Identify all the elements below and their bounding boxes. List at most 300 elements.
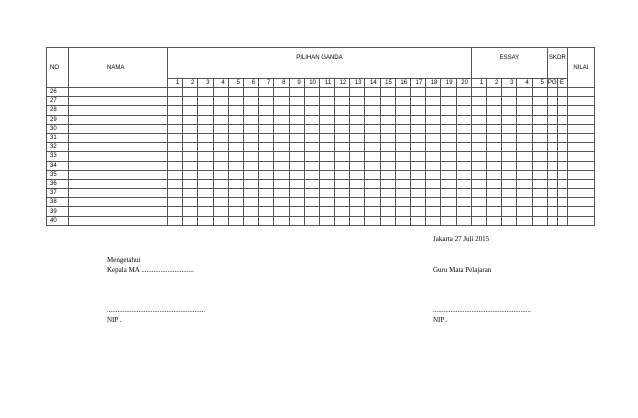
blank-cell <box>567 179 594 188</box>
blank-cell <box>213 133 228 142</box>
blank-cell <box>243 207 258 216</box>
blank-cell <box>411 170 426 179</box>
blank-cell <box>395 143 410 152</box>
table-row <box>47 170 595 179</box>
blank-cell <box>350 216 365 225</box>
blank-cell <box>335 161 350 170</box>
blank-cell <box>304 97 319 106</box>
blank-cell <box>259 216 274 225</box>
blank-cell <box>380 216 395 225</box>
blank-cell <box>335 152 350 161</box>
blank-cell <box>471 97 486 106</box>
blank-cell <box>502 189 517 198</box>
blank-cell <box>198 189 213 198</box>
blank-cell <box>198 143 213 152</box>
blank-cell <box>168 179 183 188</box>
blank-cell <box>228 133 243 142</box>
pg-question-number: 6 <box>243 79 258 88</box>
blank-cell <box>304 198 319 207</box>
table-row <box>47 97 595 106</box>
blank-cell <box>567 143 594 152</box>
blank-cell <box>259 88 274 97</box>
blank-cell <box>547 143 557 152</box>
blank-cell <box>168 216 183 225</box>
blank-cell <box>228 216 243 225</box>
blank-cell <box>319 179 334 188</box>
blank-cell <box>304 115 319 124</box>
blank-cell <box>517 152 532 161</box>
blank-cell <box>183 97 198 106</box>
blank-cell <box>335 207 350 216</box>
blank-cell <box>243 115 258 124</box>
blank-cell <box>213 207 228 216</box>
blank-cell <box>243 106 258 115</box>
blank-cell <box>517 189 532 198</box>
blank-cell <box>456 143 471 152</box>
blank-cell <box>567 97 594 106</box>
blank-cell <box>502 115 517 124</box>
blank-cell <box>243 161 258 170</box>
blank-cell <box>395 161 410 170</box>
blank-cell <box>532 97 547 106</box>
skor-subheader: PG <box>547 80 557 86</box>
blank-cell <box>547 207 557 216</box>
blank-cell <box>304 207 319 216</box>
blank-cell <box>259 189 274 198</box>
blank-cell <box>441 97 456 106</box>
blank-cell <box>517 143 532 152</box>
blank-cell <box>532 170 547 179</box>
blank-cell <box>198 124 213 133</box>
blank-cell <box>213 189 228 198</box>
blank-cell <box>567 152 594 161</box>
row-number: 27 <box>47 97 69 106</box>
blank-cell <box>335 97 350 106</box>
blank-cell <box>411 143 426 152</box>
blank-cell <box>456 189 471 198</box>
blank-cell <box>183 152 198 161</box>
blank-cell <box>487 106 502 115</box>
blank-cell <box>350 133 365 142</box>
blank-cell <box>380 207 395 216</box>
blank-cell <box>350 106 365 115</box>
blank-cell <box>441 216 456 225</box>
blank-cell <box>243 97 258 106</box>
blank-cell <box>487 124 502 133</box>
blank-cell <box>274 152 289 161</box>
blank-cell <box>319 115 334 124</box>
blank-cell <box>471 133 486 142</box>
blank-cell <box>426 161 441 170</box>
blank-cell <box>228 170 243 179</box>
blank-cell <box>395 179 410 188</box>
blank-cell <box>335 133 350 142</box>
blank-cell <box>183 106 198 115</box>
table-row <box>47 161 595 170</box>
blank-cell <box>471 198 486 207</box>
blank-cell <box>198 179 213 188</box>
blank-cell <box>289 179 304 188</box>
blank-cell <box>380 133 395 142</box>
table-row <box>47 106 595 115</box>
blank-cell <box>168 170 183 179</box>
blank-cell <box>547 170 557 179</box>
blank-cell <box>517 97 532 106</box>
blank-cell <box>335 179 350 188</box>
blank-cell <box>380 179 395 188</box>
header-row <box>47 48 595 79</box>
blank-cell <box>557 133 567 142</box>
blank-cell <box>243 189 258 198</box>
blank-cell <box>243 216 258 225</box>
blank-cell <box>567 207 594 216</box>
blank-cell <box>350 207 365 216</box>
blank-cell <box>517 170 532 179</box>
blank-cell <box>517 198 532 207</box>
blank-cell <box>557 179 567 188</box>
pg-question-number: 7 <box>259 79 274 88</box>
mengetahui-label: Mengetahui <box>107 256 141 264</box>
blank-cell <box>198 133 213 142</box>
blank-cell <box>456 115 471 124</box>
guru-label: Guru Mata Pelajaran <box>433 266 492 274</box>
blank-cell <box>243 179 258 188</box>
blank-cell <box>411 88 426 97</box>
header-no: NO <box>47 48 69 88</box>
pg-question-number: 18 <box>426 79 441 88</box>
blank-cell <box>304 133 319 142</box>
blank-cell <box>335 143 350 152</box>
blank-cell <box>183 198 198 207</box>
blank-cell <box>532 189 547 198</box>
blank-cell <box>557 97 567 106</box>
blank-cell <box>380 198 395 207</box>
pg-question-number: 17 <box>411 79 426 88</box>
blank-cell <box>259 133 274 142</box>
blank-cell <box>213 88 228 97</box>
blank-cell <box>441 88 456 97</box>
blank-cell <box>441 179 456 188</box>
blank-cell <box>198 216 213 225</box>
blank-cell <box>502 179 517 188</box>
blank-cell <box>69 152 168 161</box>
blank-cell <box>502 97 517 106</box>
blank-cell <box>228 161 243 170</box>
blank-cell <box>289 97 304 106</box>
blank-cell <box>319 161 334 170</box>
blank-cell <box>183 216 198 225</box>
blank-cell <box>547 161 557 170</box>
blank-cell <box>243 198 258 207</box>
blank-cell <box>69 170 168 179</box>
blank-cell <box>456 198 471 207</box>
blank-cell <box>365 152 380 161</box>
blank-cell <box>471 189 486 198</box>
table-body <box>47 88 595 226</box>
blank-cell <box>228 106 243 115</box>
blank-cell <box>487 161 502 170</box>
blank-cell <box>259 152 274 161</box>
row-number: 34 <box>47 161 69 170</box>
blank-cell <box>365 106 380 115</box>
blank-cell <box>274 161 289 170</box>
blank-cell <box>395 106 410 115</box>
blank-cell <box>365 216 380 225</box>
blank-cell <box>557 88 567 97</box>
blank-cell <box>274 179 289 188</box>
blank-cell <box>274 189 289 198</box>
blank-cell <box>547 198 557 207</box>
blank-cell <box>243 170 258 179</box>
blank-cell <box>557 198 567 207</box>
blank-cell <box>502 152 517 161</box>
blank-cell <box>487 133 502 142</box>
blank-cell <box>274 133 289 142</box>
blank-cell <box>426 198 441 207</box>
blank-cell <box>168 97 183 106</box>
blank-cell <box>502 170 517 179</box>
blank-cell <box>365 97 380 106</box>
blank-cell <box>228 198 243 207</box>
blank-cell <box>411 189 426 198</box>
blank-cell <box>395 115 410 124</box>
blank-cell <box>350 143 365 152</box>
signature-line-left: ........................................................ <box>107 306 205 314</box>
blank-cell <box>517 207 532 216</box>
blank-cell <box>304 152 319 161</box>
blank-cell <box>289 152 304 161</box>
blank-cell <box>213 106 228 115</box>
blank-cell <box>502 133 517 142</box>
blank-cell <box>289 198 304 207</box>
blank-cell <box>557 115 567 124</box>
blank-cell <box>547 189 557 198</box>
blank-cell <box>441 133 456 142</box>
blank-cell <box>168 189 183 198</box>
blank-cell <box>228 152 243 161</box>
blank-cell <box>471 216 486 225</box>
blank-cell <box>69 97 168 106</box>
blank-cell <box>517 106 532 115</box>
blank-cell <box>547 216 557 225</box>
blank-cell <box>380 170 395 179</box>
blank-cell <box>289 115 304 124</box>
blank-cell <box>426 152 441 161</box>
row-number: 30 <box>47 124 69 133</box>
table-row <box>47 143 595 152</box>
table-row <box>47 88 595 97</box>
blank-cell <box>243 133 258 142</box>
row-number: 29 <box>47 115 69 124</box>
blank-cell <box>441 143 456 152</box>
blank-cell <box>213 216 228 225</box>
blank-cell <box>198 115 213 124</box>
blank-cell <box>532 133 547 142</box>
blank-cell <box>441 170 456 179</box>
blank-cell <box>319 207 334 216</box>
blank-cell <box>426 97 441 106</box>
blank-cell <box>289 88 304 97</box>
blank-cell <box>471 179 486 188</box>
blank-cell <box>198 88 213 97</box>
blank-cell <box>228 97 243 106</box>
blank-cell <box>259 115 274 124</box>
blank-cell <box>380 143 395 152</box>
blank-cell <box>168 143 183 152</box>
blank-cell <box>350 115 365 124</box>
blank-cell <box>319 88 334 97</box>
blank-cell <box>335 216 350 225</box>
blank-cell <box>471 115 486 124</box>
blank-cell <box>319 97 334 106</box>
blank-cell <box>228 88 243 97</box>
blank-cell <box>213 179 228 188</box>
kepala-label: Kepala MA .............................. <box>107 266 194 274</box>
blank-cell <box>69 115 168 124</box>
blank-cell <box>395 133 410 142</box>
blank-cell <box>395 216 410 225</box>
blank-cell <box>532 115 547 124</box>
blank-cell <box>183 133 198 142</box>
blank-cell <box>243 143 258 152</box>
row-number: 31 <box>47 133 69 142</box>
blank-cell <box>517 124 532 133</box>
blank-cell <box>532 124 547 133</box>
blank-cell <box>69 198 168 207</box>
blank-cell <box>168 161 183 170</box>
header-skor: SKOR <box>547 48 567 79</box>
header-essay: ESSAY <box>471 48 547 79</box>
essay-question-number: 2 <box>487 79 502 88</box>
blank-cell <box>289 207 304 216</box>
blank-cell <box>502 88 517 97</box>
blank-cell <box>319 189 334 198</box>
skor-subheader: E <box>557 79 567 88</box>
blank-cell <box>168 207 183 216</box>
blank-cell <box>471 170 486 179</box>
blank-cell <box>426 124 441 133</box>
blank-cell <box>319 124 334 133</box>
blank-cell <box>213 198 228 207</box>
blank-cell <box>365 189 380 198</box>
blank-cell <box>350 198 365 207</box>
blank-cell <box>456 88 471 97</box>
blank-cell <box>69 161 168 170</box>
row-number: 36 <box>47 179 69 188</box>
blank-cell <box>183 170 198 179</box>
blank-cell <box>304 179 319 188</box>
blank-cell <box>213 161 228 170</box>
blank-cell <box>350 189 365 198</box>
blank-cell <box>274 106 289 115</box>
blank-cell <box>213 124 228 133</box>
table-row <box>47 115 595 124</box>
blank-cell <box>567 189 594 198</box>
table-row <box>47 216 595 225</box>
blank-cell <box>289 161 304 170</box>
blank-cell <box>198 97 213 106</box>
blank-cell <box>289 133 304 142</box>
blank-cell <box>532 179 547 188</box>
blank-cell <box>380 152 395 161</box>
blank-cell <box>304 143 319 152</box>
blank-cell <box>365 143 380 152</box>
blank-cell <box>487 170 502 179</box>
blank-cell <box>547 97 557 106</box>
blank-cell <box>228 179 243 188</box>
blank-cell <box>567 88 594 97</box>
blank-cell <box>411 216 426 225</box>
blank-cell <box>426 133 441 142</box>
blank-cell <box>69 207 168 216</box>
blank-cell <box>411 106 426 115</box>
blank-cell <box>319 133 334 142</box>
row-number: 39 <box>47 207 69 216</box>
pg-question-number: 11 <box>319 79 334 88</box>
blank-cell <box>168 133 183 142</box>
blank-cell <box>456 106 471 115</box>
blank-cell <box>411 198 426 207</box>
blank-cell <box>259 170 274 179</box>
blank-cell <box>183 88 198 97</box>
table-row <box>47 207 595 216</box>
row-number: 26 <box>47 88 69 97</box>
blank-cell <box>304 170 319 179</box>
pg-question-number: 19 <box>441 79 456 88</box>
blank-cell <box>335 115 350 124</box>
blank-cell <box>517 179 532 188</box>
blank-cell <box>411 124 426 133</box>
blank-cell <box>213 152 228 161</box>
blank-cell <box>350 161 365 170</box>
blank-cell <box>380 161 395 170</box>
row-number: 40 <box>47 216 69 225</box>
blank-cell <box>380 88 395 97</box>
header-nama: NAMA <box>69 48 168 88</box>
blank-cell <box>335 124 350 133</box>
blank-cell <box>213 170 228 179</box>
signature-line-right: ........................................................ <box>433 306 531 314</box>
blank-cell <box>567 161 594 170</box>
blank-cell <box>567 170 594 179</box>
blank-cell <box>441 161 456 170</box>
blank-cell <box>426 216 441 225</box>
blank-cell <box>426 115 441 124</box>
blank-cell <box>69 189 168 198</box>
blank-cell <box>365 133 380 142</box>
blank-cell <box>502 198 517 207</box>
blank-cell <box>532 198 547 207</box>
blank-cell <box>350 97 365 106</box>
blank-cell <box>441 124 456 133</box>
blank-cell <box>441 189 456 198</box>
blank-cell <box>441 152 456 161</box>
blank-cell <box>456 170 471 179</box>
blank-cell <box>198 106 213 115</box>
blank-cell <box>350 170 365 179</box>
blank-cell <box>289 216 304 225</box>
blank-cell <box>228 143 243 152</box>
blank-cell <box>441 198 456 207</box>
blank-cell <box>532 106 547 115</box>
blank-cell <box>228 207 243 216</box>
blank-cell <box>228 124 243 133</box>
blank-cell <box>198 198 213 207</box>
blank-cell <box>289 189 304 198</box>
blank-cell <box>411 97 426 106</box>
row-number: 37 <box>47 189 69 198</box>
blank-cell <box>274 143 289 152</box>
